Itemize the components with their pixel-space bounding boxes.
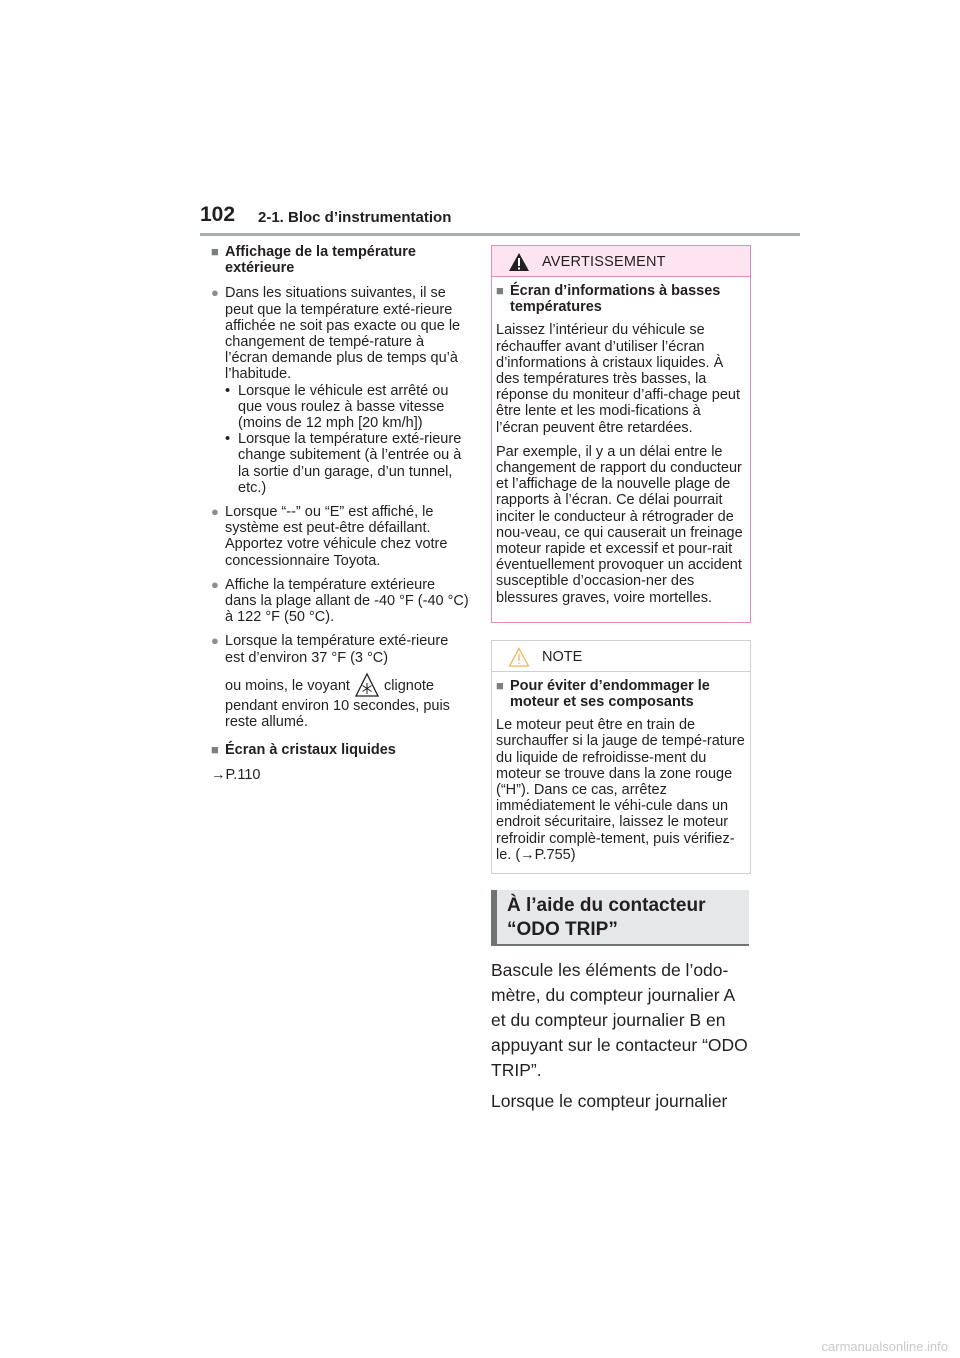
section-title: 2-1. Bloc d’instrumentation <box>258 209 452 226</box>
page-number: 102 <box>200 203 236 226</box>
bullet-item: ● Dans les situations suivantes, il se peut que la température exté-rieure affichée ne soit pas exacte ou que le changement de tempé-rature à l’écran demande plus de temps qu’à l’habitude. • Lorsque le véhicule est arrêté ou que vous roulez à basse vitesse (moins de 12 mph [20 km/h]) • Lorsque la température exté-rieure change subitement (à l’entrée ou à la sortie d’un garage, d’un tunnel, etc.) <box>211 285 469 496</box>
warning-header: AVERTISSEMENT <box>492 246 750 277</box>
odo-trip-text: Bascule les éléments de l’odo-mètre, du compteur journalier A et du compteur journalier B en appuyant sur le contacteur “ODO TRIP”. Lorsque le compteur journalier <box>491 960 748 1112</box>
header-rule <box>200 233 800 236</box>
left-column <box>211 244 469 784</box>
page-reference: →P.110 <box>211 767 261 784</box>
sub-item: • Lorsque la température exté-rieure change subitement (à l’entrée ou à la sortie d’un garage, d’un tunnel, etc.) <box>225 431 462 496</box>
warning-heading: ■ Écran d’informations à basses températures <box>496 283 721 316</box>
warning-triangle-icon <box>508 252 530 272</box>
square-bullet-icon: ■ <box>211 244 219 259</box>
square-bullet-icon: ■ <box>496 677 504 693</box>
snowflake-warning-icon <box>354 672 380 698</box>
note-paragraph: Le moteur peut être en train de surchauffer si la jauge de tempé-rature du liquide de refroidisse-ment du moteur se trouve dans la zone rouge (“H”). Dans ce cas, arrêtez immédiatement le véhi-cule dans un endroit sécuritaire, laissez le moteur refroidir complè-tement, puis vérifiez-le. (→P.755) <box>496 717 745 863</box>
heading-outside-temp: ■ Affichage de la température extérieure <box>211 244 416 277</box>
warning-paragraph: Par exemple, il y a un délai entre le changement de rapport du conducteur et l’affichage de la nouvelle plage de rapports à l’écran. Ce délai pourrait inciter le conducteur à rétrograder de nou-veau, ce qui causerait un freinage moteur rapide et excessif et pour-rait éventuellement provoquer un accident susceptible d’occasion-ner des blessures graves, voire mortelles. <box>496 443 743 606</box>
warning-box <box>491 245 751 623</box>
circle-bullet-icon <box>211 504 225 569</box>
heading-lcd: ■ Écran à cristaux liquides <box>211 742 396 759</box>
caution-triangle-icon <box>508 647 530 667</box>
right-column <box>491 245 751 1120</box>
sub-item: • Lorsque le véhicule est arrêté ou que vous roulez à basse vitesse (moins de 12 mph [20 km/h]) <box>225 382 449 432</box>
circle-bullet-icon <box>211 285 225 496</box>
note-heading: ■ Pour éviter d’endommager le moteur et ses composants <box>496 677 710 711</box>
bullet-item: ● Affiche la température extérieure dans la plage allant de -40 °F (-40 °C) à 122 °F (50 °C). <box>211 577 469 626</box>
bullet-item: ● Lorsque “--” ou “E” est affiché, le système est peut-être défaillant. Apportez votre véhicule chez votre concessionnaire Toyota. <box>211 504 469 569</box>
circle-bullet-icon <box>211 633 225 730</box>
odo-trip-section-title: À l’aide du contacteur “ODO TRIP” <box>491 890 749 946</box>
note-header: NOTE <box>492 641 750 672</box>
footer-watermark: carmanualsonline.info <box>821 1339 948 1354</box>
square-bullet-icon: ■ <box>496 283 504 298</box>
warning-paragraph: Laissez l’intérieur du véhicule se réchauffer avant d’utiliser l’écran d’informations à cristaux liquides. À des températures très basses, la réponse du moniteur d’affi-chage peut être lente et les modi-fications à l’écran peuvent être retardées. <box>496 322 740 436</box>
note-box <box>491 640 751 874</box>
bullet-item: ● Lorsque la température exté-rieure est d’environ 37 °F (3 °C) ou moins, le voyant clignote pendant environ 10 secondes, puis reste allumé. <box>211 633 469 730</box>
circle-bullet-icon <box>211 577 225 626</box>
square-bullet-icon: ■ <box>211 742 219 758</box>
